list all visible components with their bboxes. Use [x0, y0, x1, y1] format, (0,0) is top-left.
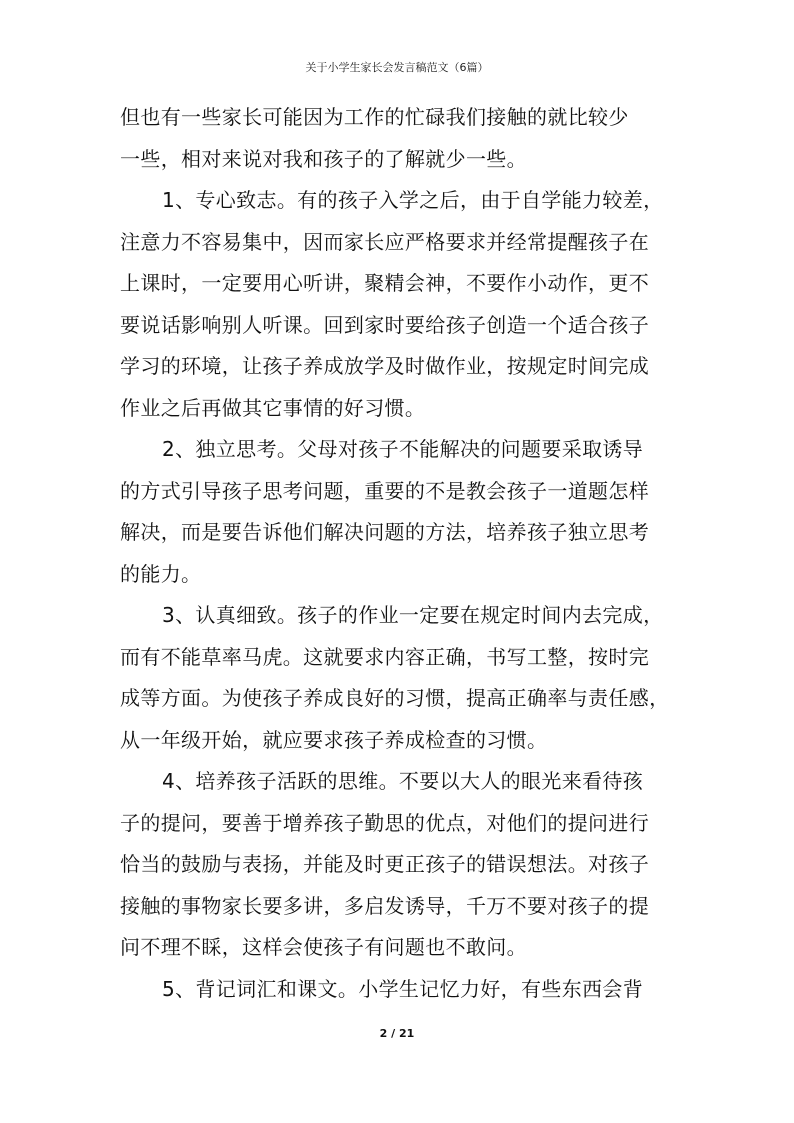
- text-line: 注意力不容易集中，因而家长应严格要求并经常提醒孩子在: [120, 229, 650, 254]
- text-line: 问不理不睬，这样会使孩子有问题也不敢问。: [120, 935, 527, 959]
- paragraph-start-line: 1、专心致志。有的孩子入学之后，由于自学能力较差，: [162, 188, 664, 212]
- text-line: 成等方面。为使孩子养成良好的习惯，提高正确率与责任感，: [120, 686, 670, 710]
- text-line: 而有不能草率马虎。这就要求内容正确，书写工整，按时完: [120, 644, 650, 669]
- text-line: 恰当的鼓励与表扬，并能及时更正孩子的错误想法。对孩子: [120, 852, 650, 876]
- text-line: 作业之后再做其它事情的好习惯。: [120, 395, 426, 420]
- text-line: 一些，相对来说对我和孩子的了解就少一些。: [120, 146, 527, 171]
- text-line: 解决，而是要告诉他们解决问题的方法，培养孩子独立思考: [120, 520, 650, 544]
- page-number: 2 / 21: [379, 1027, 415, 1040]
- text-line: 但也有一些家长可能因为工作的忙碌我们接触的就比较少: [120, 105, 629, 129]
- text-line: 的方式引导孩子思考问题，重要的不是教会孩子一道题怎样: [120, 478, 650, 503]
- text-line: 从一年级开始，就应要求孩子养成检查的习惯。: [120, 727, 548, 752]
- paragraph-start-line: 2、独立思考。父母对孩子不能解决的问题要采取诱导: [162, 437, 644, 461]
- page-header: 关于小学生家长会发言稿范文（6篇）: [305, 61, 489, 74]
- text-line: 的能力。: [120, 561, 202, 586]
- text-line: 接触的事物家长要多讲，多启发诱导，千万不要对孩子的提: [120, 893, 650, 918]
- text-line: 上课时，一定要用心听讲，聚精会神，不要作小动作，更不: [120, 271, 650, 295]
- text-line: 学习的环境，让孩子养成放学及时做作业，按规定时间完成: [120, 354, 650, 378]
- paragraph-start-line: 5、背记词汇和课文。小学生记忆力好，有些东西会背: [162, 976, 644, 1001]
- document-body: [120, 97, 690, 1010]
- text-line: 要说话影响别人听课。回到家时要给孩子创造一个适合孩子: [120, 312, 650, 337]
- text-line: 子的提问，要善于增养孩子勤思的优点，对他们的提问进行: [120, 810, 650, 835]
- paragraph-start-line: 3、认真细致。孩子的作业一定要在规定时间内去完成，: [162, 603, 664, 627]
- paragraph-start-line: 4、培养孩子活跃的思维。不要以大人的眼光来看待孩: [162, 769, 644, 793]
